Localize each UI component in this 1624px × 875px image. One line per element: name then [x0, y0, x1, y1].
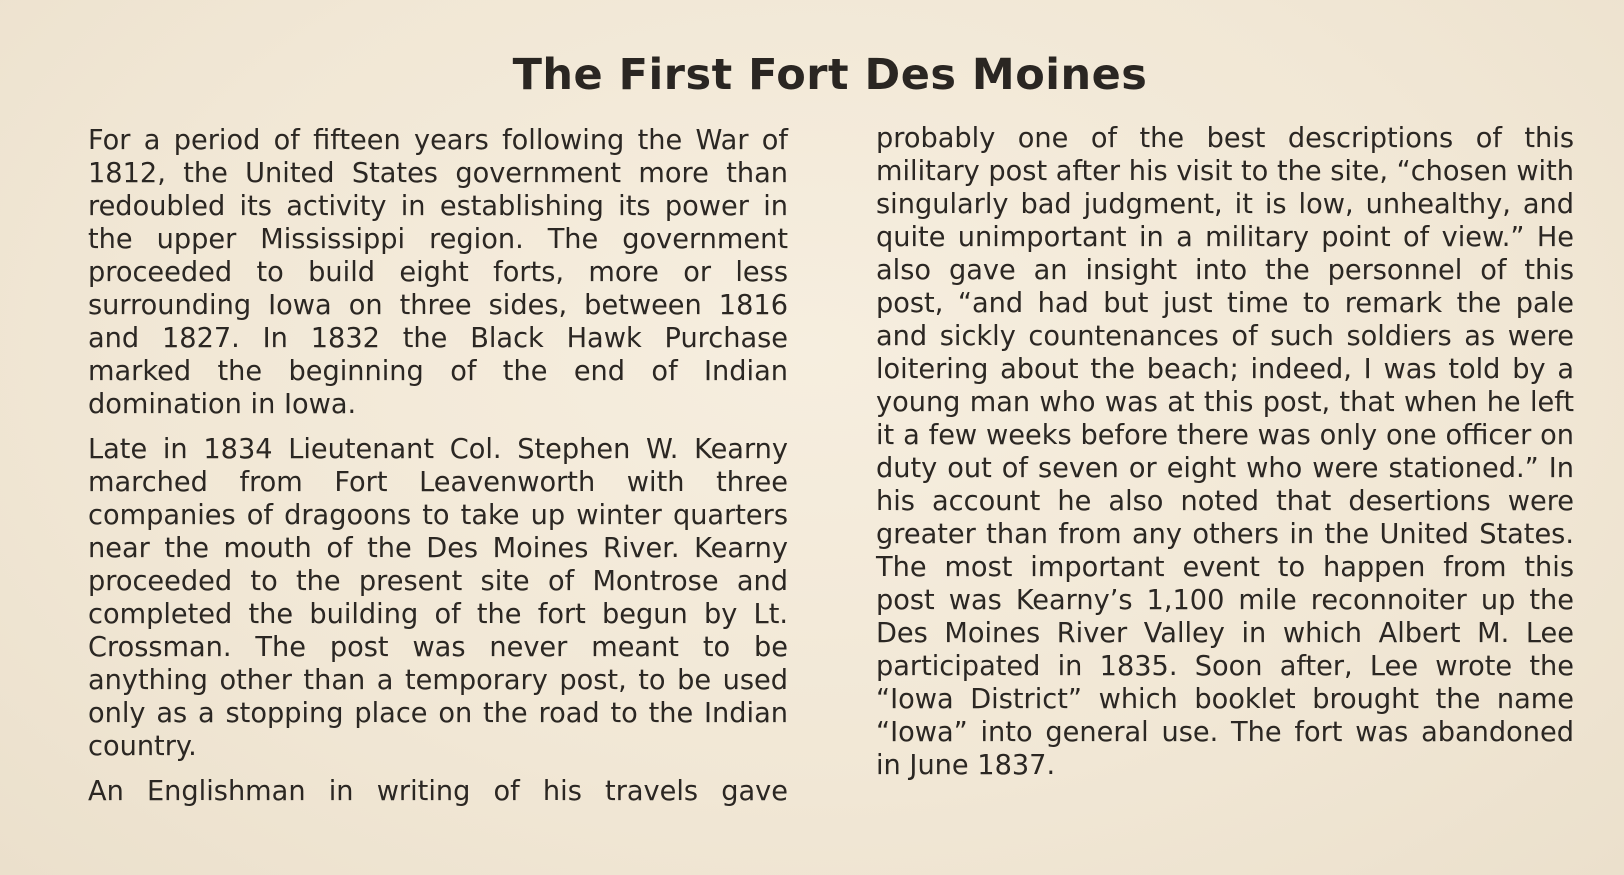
paragraph: An Englishman in writing of his travels gave: [88, 776, 788, 807]
paragraph: probably one of the best descriptions of this military post after his visit to the site, “chosen with singularly bad judgment, it is low, unhealthy, and quite unimportant in a military point of view.” He also gave an insight into the personnel of this post, “and had but just time to remark the pale and sickly countenances of such soldiers as were loitering about the beach; indeed, I was told by a young man who was at this post, that when he left it a few weeks before there was only one officer on duty out of seven or eight who were stationed.” In his account he also noted that desertions were greater than from any others in the United States. The most important event to happen from this post was Kearny’s 1,100 mile reconnoiter up the Des Moines River Valley in which Albert M. Lee participated in 1835. Soon after, Lee wrote the “Iowa District” which booklet brought the name “Iowa” into general use. The fort was abandoned in June 1837.: [876, 123, 1574, 781]
paragraph: Late in 1834 Lieutenant Col. Stephen W. Kearny marched from Fort Leavenworth with three companies of dragoons to take up winter quarters near the mouth of the Des Moines River. Kearny proceeded to the present site of Montrose and completed the building of the fort begun by Lt. Crossman. The post was never meant to be anything other than a temporary post, to be used only as a stopping place on the road to the Indian country.: [88, 434, 788, 762]
right-column: [876, 122, 1574, 782]
left-column: [88, 124, 788, 808]
page-title: The First Fort Des Moines: [512, 50, 1148, 100]
paragraph: For a period of fifteen years following the War of 1812, the United States government more than redoubled its activity in establishing its power in the upper Mississippi region. The government proceeded to build eight forts, more or less surrounding Iowa on three sides, between 1816 and 1827. In 1832 the Black Hawk Purchase marked the beginning of the end of Indian domination in Iowa.: [88, 125, 788, 420]
